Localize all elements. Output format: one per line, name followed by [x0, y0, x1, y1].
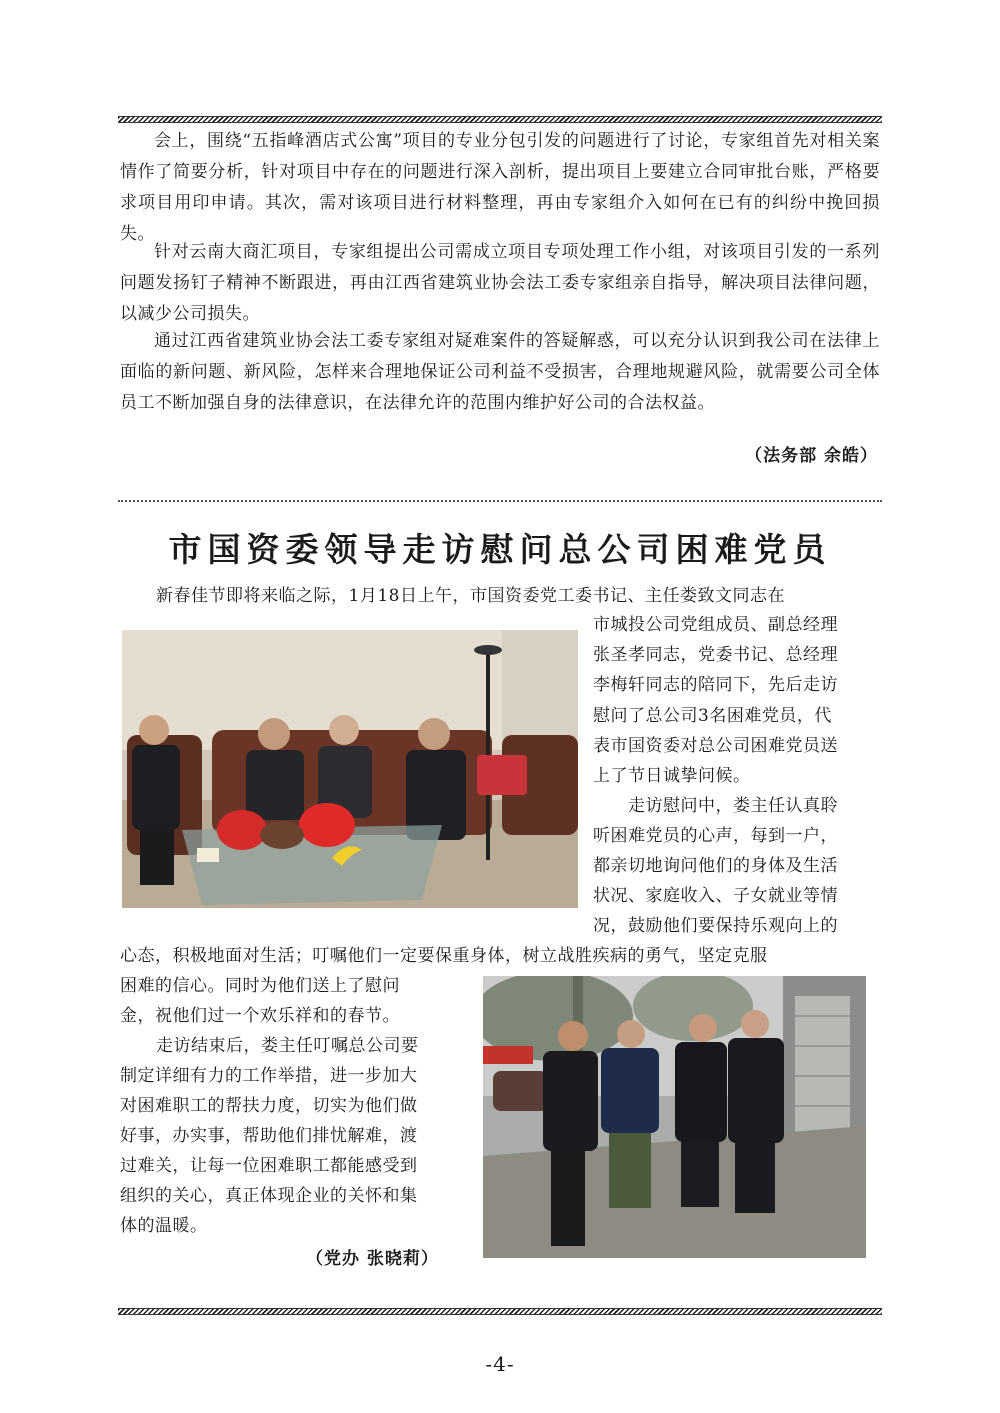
article-p3-line-5: 过难关，让每一位困难职工都能感受到	[120, 1156, 418, 1176]
article-p1-line-2: 市城投公司党组成员、副总经理	[593, 615, 838, 635]
article-p1-line-4: 李梅轩同志的陪同下，先后走访	[593, 675, 838, 695]
page-number: -4-	[485, 1352, 515, 1376]
article-p2-line-2: 听困难党员的心声，每到一户，	[593, 826, 838, 846]
article-p2-line-5: 况，鼓励他们要保持乐观向上的	[593, 916, 838, 936]
article-p3-line-2: 制定详细有力的工作举措，进一步加大	[120, 1066, 418, 1086]
section1-signature: （法务部 余皓）	[745, 446, 878, 466]
article-p2-line-1: 走访慰问中，娄主任认真聆	[628, 796, 838, 816]
article-p3-line-1: 走访结束后，娄主任叮嘱总公司要	[156, 1036, 419, 1056]
bottom-hatched-rule	[118, 1308, 882, 1315]
article-p3-line-7: 体的温暖。	[120, 1216, 208, 1236]
top-hatched-rule	[118, 116, 882, 123]
section1-paragraph-3: 通过江西省建筑业协会法工委专家组对疑难案件的答疑解惑，可以充分认识到我公司在法律上面临的新问题、新风险，怎样来合理地保证公司利益不受损害，合理地规避风险，就需要公司全体员工不断加强自身的法律意识，在法律允许的范围内维护好公司的合法权益。	[120, 331, 880, 413]
article-p3-line-6: 组织的关心，真正体现企业的关怀和集	[120, 1186, 418, 1206]
article-p2-line-6: 心态，积极地面对生活；叮嘱他们一定要保重身体，树立战胜疾病的勇气，坚定克服	[120, 946, 768, 966]
article-p3-line-3: 对困难职工的帮扶力度，切实为他们做	[120, 1096, 418, 1116]
indoor-visit-photo	[122, 630, 578, 908]
article-p2-line-8: 金，祝他们过一个欢乐祥和的春节。	[120, 1006, 400, 1026]
article-p1-line-6: 表市国资委对总公司困难党员送	[593, 736, 838, 756]
section1-paragraph-2: 针对云南大商汇项目，专家组提出公司需成立项目专项处理工作小组，对该项目引发的一系列问题发扬钉子精神不断跟进，再由江西省建筑业协会法工委专家组亲自指导，解决项目法律问题，以减少公司损失。	[120, 242, 880, 324]
article-signature: （党办 张晓莉）	[306, 1249, 439, 1269]
section1-paragraph-1: 会上，围绕“五指峰酒店式公寓”项目的专业分包引发的问题进行了讨论，专家组首先对相关案情作了简要分析，针对项目中存在的问题进行深入剖析，提出项目上要建立合同审批台账，严格要求项目用印申请。其次，需对该项目进行材料整理，再由专家组介入如何在已有的纠纷中挽回损失。	[120, 131, 880, 244]
article-p2-line-3: 都亲切地询问他们的身体及生活	[593, 856, 838, 876]
article-p2-line-4: 状况、家庭收入、子女就业等情	[593, 886, 838, 906]
article-p1-line-5: 慰问了总公司3名困难党员，代	[593, 706, 832, 726]
article-p3-line-4: 好事，办实事，帮助他们排忧解难，渡	[120, 1126, 418, 1146]
article-title: 市国资委领导走访慰问总公司困难党员	[168, 530, 832, 569]
article-p1-line-3: 张圣孝同志，党委书记、总经理	[593, 645, 838, 665]
article-p1-line-7: 上了节日诚挚问候。	[593, 766, 751, 786]
section-separator	[118, 500, 882, 502]
article-p2-line-7: 困难的信心。同时为他们送上了慰问	[120, 976, 400, 996]
article-p1-line-1: 新春佳节即将来临之际，1月18日上午，市国资委党工委书记、主任娄致文同志在	[156, 586, 785, 606]
street-visit-photo	[483, 976, 866, 1258]
